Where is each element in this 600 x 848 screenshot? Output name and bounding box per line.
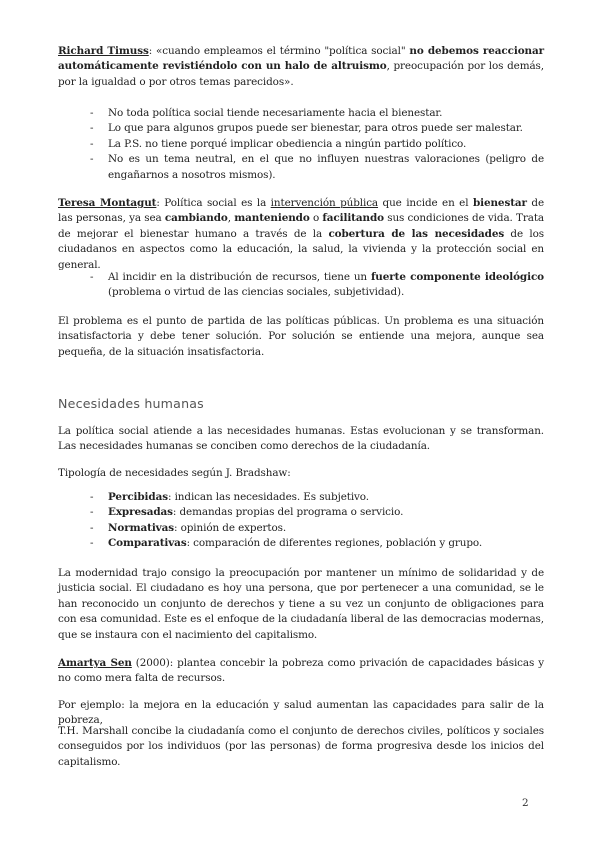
bold-span: facilitando (322, 212, 384, 225)
text-span: sus condiciones de vida. Trata de mejorar el bienestar humano a través de la (58, 212, 544, 240)
text-span: , (227, 212, 235, 225)
term: Normativas (108, 521, 174, 534)
ps-points-list (58, 106, 544, 183)
term: Comparativas (108, 537, 187, 550)
text-span: de las personas, ya sea (58, 197, 544, 225)
bold-span: manteniendo (234, 212, 310, 225)
example-paragraph: Por ejemplo: la mejora en la educación y salud aumentan las capacidades para salir de la pobreza, (58, 699, 544, 727)
sen-paragraph (58, 656, 544, 687)
bold-span: cambiando (164, 212, 228, 225)
list-item-text: La P.S. no tiene porqué implicar obediencia a ningún partido político. (108, 137, 467, 150)
text-span: (problema o virtud de las ciencias sociales, subjetividad). (108, 286, 405, 299)
problem-paragraph: El problema es el punto de partida de las políticas públicas. Un problema es una situación insatisfactoria y debe tener solución. Por solución se entiende una mejora, aunque sea pequeña, de la situación insatisfactoria. (58, 315, 544, 358)
bradshaw-intro: Tipología de necesidades según J. Bradshaw: (58, 467, 291, 479)
bold-span: fuerte componente ideológico (370, 271, 544, 283)
term: Percibidas (108, 491, 168, 503)
bradshaw-types-list (58, 490, 544, 552)
timuss-paragraph (58, 44, 544, 90)
list-item: - Comparativas: comparación de diferentes regiones, población y grupo. (90, 537, 483, 550)
list-item: - No toda política social tiende necesariamente hacia el bienestar. (90, 107, 443, 119)
bold-span: cobertura de las necesidades (328, 227, 505, 240)
underlined-span: intervención pública (270, 197, 379, 209)
list-item: - Normativas: opinión de expertos. (90, 521, 287, 534)
needs-paragraph: La política social atiende a las necesidades humanas. Estas evolucionan y se transforman. Las necesidades humanas se conciben como derechos de la ciudadanía. (58, 425, 544, 453)
term-description: : opinión de expertos. (174, 521, 287, 534)
text-span: que incide en el (378, 197, 473, 209)
section-heading: Necesidades humanas (58, 396, 204, 411)
list-item: - Expresadas: demandas propias del programa o servicio. (90, 506, 404, 519)
modernity-paragraph: La modernidad trajo consigo la preocupación por mantener un mínimo de solidaridad y de justicia social. El ciudadano es hoy una persona, que por pertenecer a una comunidad, se le han reconocido un conjunto de derechos y tiene a su vez un conjunto de obligaciones para con esa comunidad. Este es el enfoque de la ciudadanía liberal de las democracias modernas, que se instaura con el nacimiento del capitalismo. (58, 567, 544, 641)
list-item: - Percibidas: indican las necesidades. Es subjetivo. (90, 491, 369, 503)
list-item: - Lo que para algunos grupos puede ser bienestar, para otros puede ser malestar. (90, 122, 523, 135)
term: Expresadas (108, 506, 173, 519)
list-item-text: No es un tema neutral, en el que no influyen nuestras valoraciones (peligro de engañarnos a nosotros mismos). (108, 153, 544, 181)
text-span: , preocupación por los demás, por la igualdad o por otros temas parecidos». (58, 60, 544, 88)
text-span: Al incidir en la distribución de recursos, tiene un (108, 271, 371, 283)
term-description: : indican las necesidades. Es subjetivo. (167, 491, 369, 503)
page-number: 2 (522, 797, 529, 809)
list-item: - La P.S. no tiene porqué implicar obediencia a ningún partido político. (90, 137, 467, 150)
list-item: - Al incidir en la distribución de recursos, tiene un fuerte componente ideológico (problema o virtud de las ciencias sociales, subjetividad). (90, 271, 544, 299)
text-span: de los ciudadanos en aspectos como la educación, la salud, la vivienda y la protección social en general. (58, 227, 544, 271)
term-description: : demandas propias del programa o servicio. (172, 506, 404, 519)
bold-span: no debemos reaccionar automáticamente revistiéndolo con un halo de altruismo (58, 45, 544, 73)
text-span: o (309, 212, 323, 225)
author-sen: Amartya Sen (58, 657, 132, 669)
bold-span: bienestar (472, 197, 527, 209)
ideology-list (58, 270, 544, 301)
term-description: : comparación de diferentes regiones, población y grupo. (186, 537, 483, 550)
list-item-text: No toda política social tiende necesariamente hacia el bienestar. (108, 107, 443, 119)
author-timuss: Richard Timuss (58, 45, 149, 57)
list-item-text: Lo que para algunos grupos puede ser bienestar, para otros puede ser malestar. (108, 122, 523, 135)
author-montagut: Teresa Montagut (58, 197, 157, 209)
text-span: : Política social es la (156, 197, 271, 209)
text-span: : «cuando empleamos el término "política social" (148, 45, 410, 57)
montagut-paragraph (58, 196, 544, 273)
text-span: (2000): plantea concebir la pobreza como privación de capacidades básicas y no como mera falta de recursos. (58, 657, 544, 685)
list-item: - No es un tema neutral, en el que no influyen nuestras valoraciones (peligro de engañarnos a nosotros mismos). (90, 153, 544, 181)
marshall-paragraph: T.H. Marshall concibe la ciudadanía como el conjunto de derechos civiles, políticos y sociales conseguidos por los individuos (por las personas) de forma progresiva desde los inicios del capitalismo. (58, 725, 544, 768)
